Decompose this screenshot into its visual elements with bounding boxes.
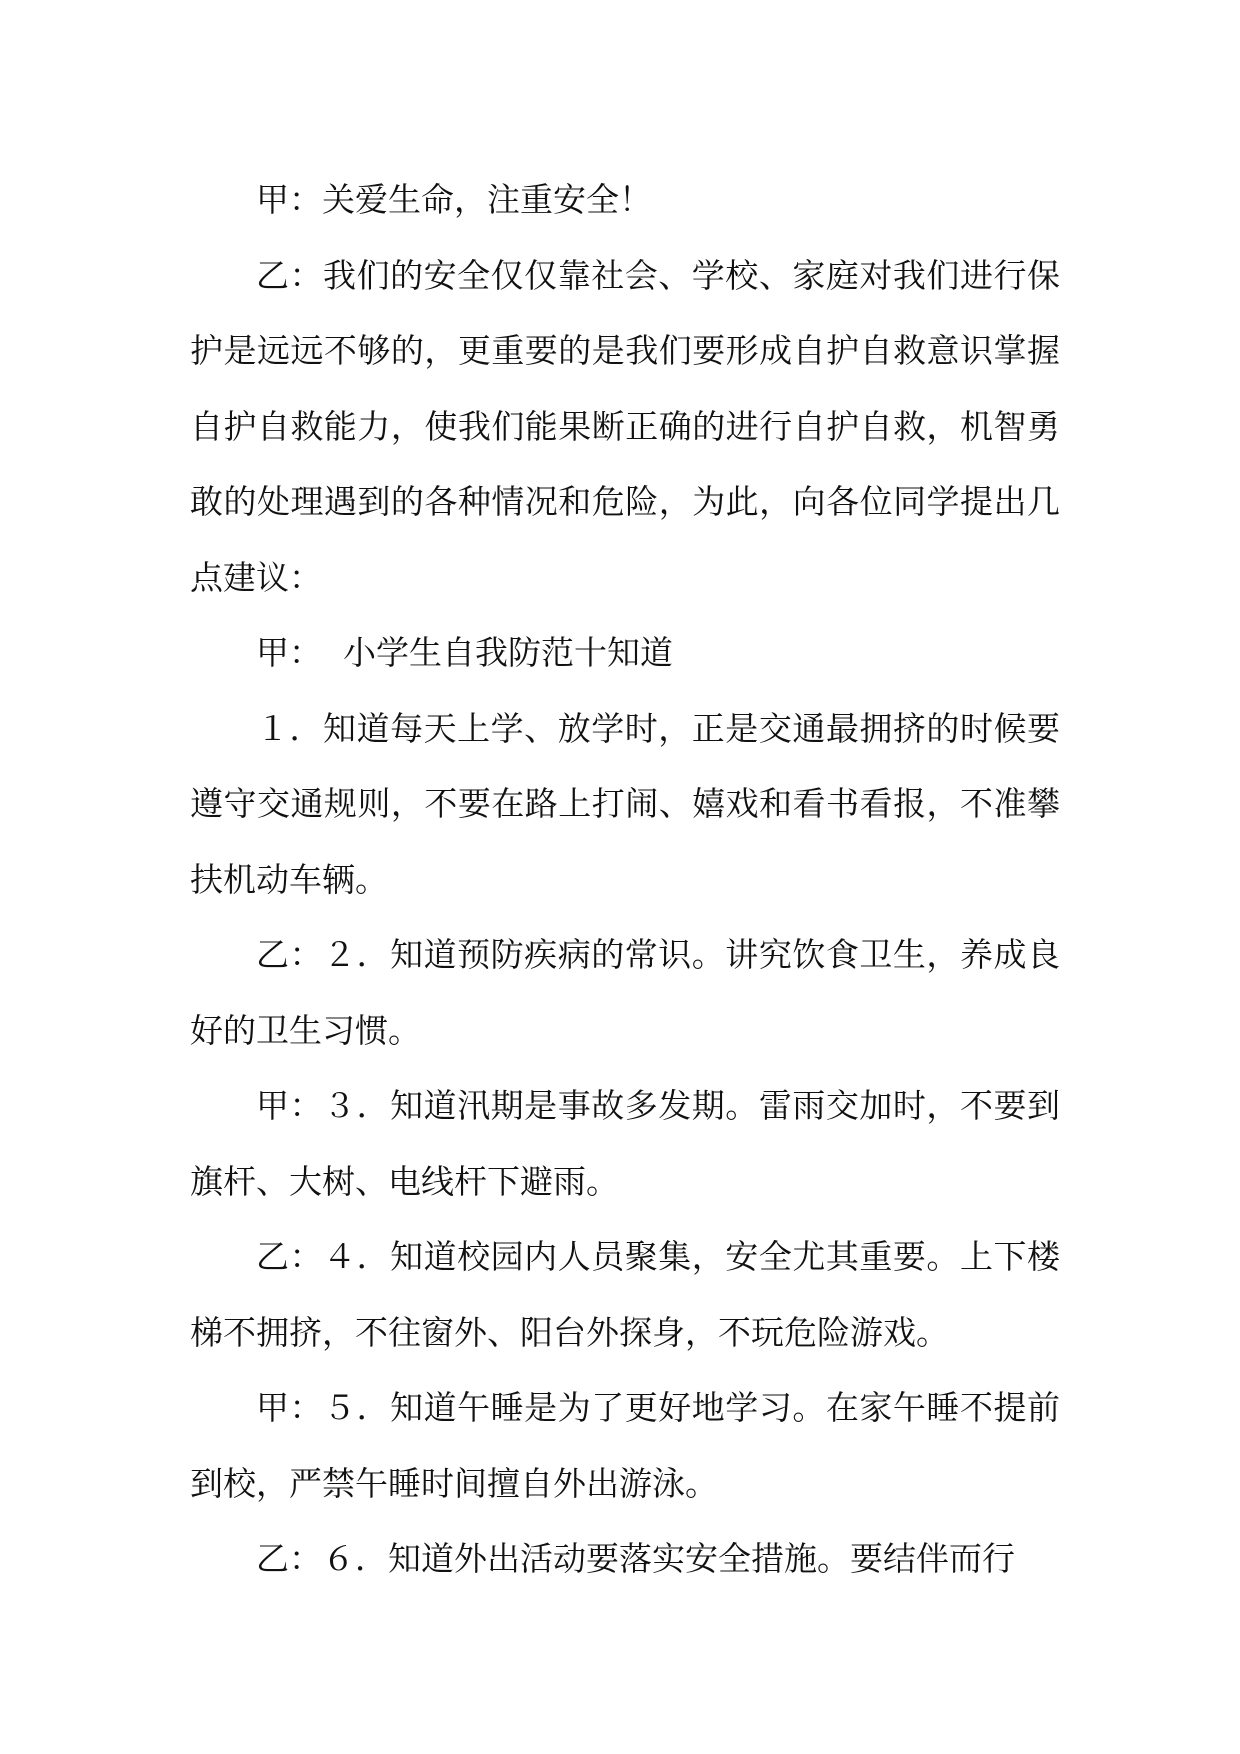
document-body (190, 162, 1060, 1597)
paragraph-4: １．知道每天上学、放学时，正是交通最拥挤的时候要遵守交通规则，不要在路上打闹、嬉戏和看书看报，不准攀扶机动车辆。 (190, 708, 1060, 899)
paragraph-9: 乙：６．知道外出活动要落实安全措施。要结伴而行 (256, 1539, 1015, 1578)
paragraph-6: 甲：３．知道汛期是事故多发期。雷雨交加时，不要到旗杆、大树、电线杆下避雨。 (190, 1086, 1060, 1201)
paragraph-1: 甲：关爱生命，注重安全！ (256, 180, 652, 219)
paragraph-5: 乙：２．知道预防疾病的常识。讲究饮食卫生，养成良好的卫生习惯。 (190, 935, 1060, 1050)
paragraph-7: 乙：４．知道校园内人员聚集，安全尤其重要。上下楼梯不拥挤，不往窗外、阳台外探身，不玩危险游戏。 (190, 1237, 1060, 1352)
paragraph-3: 甲： 小学生自我防范十知道 (256, 633, 673, 672)
paragraph-2: 乙：我们的安全仅仅靠社会、学校、家庭对我们进行保护是远远不够的，更重要的是我们要形成自护自救意识掌握自护自救能力，使我们能果断正确的进行自护自救，机智勇敢的处理遇到的各种情况和危险，为此，向各位同学提出几点建议： (190, 255, 1060, 597)
paragraph-8: 甲：５．知道午睡是为了更好地学习。在家午睡不提前到校，严禁午睡时间擅自外出游泳。 (190, 1388, 1060, 1503)
